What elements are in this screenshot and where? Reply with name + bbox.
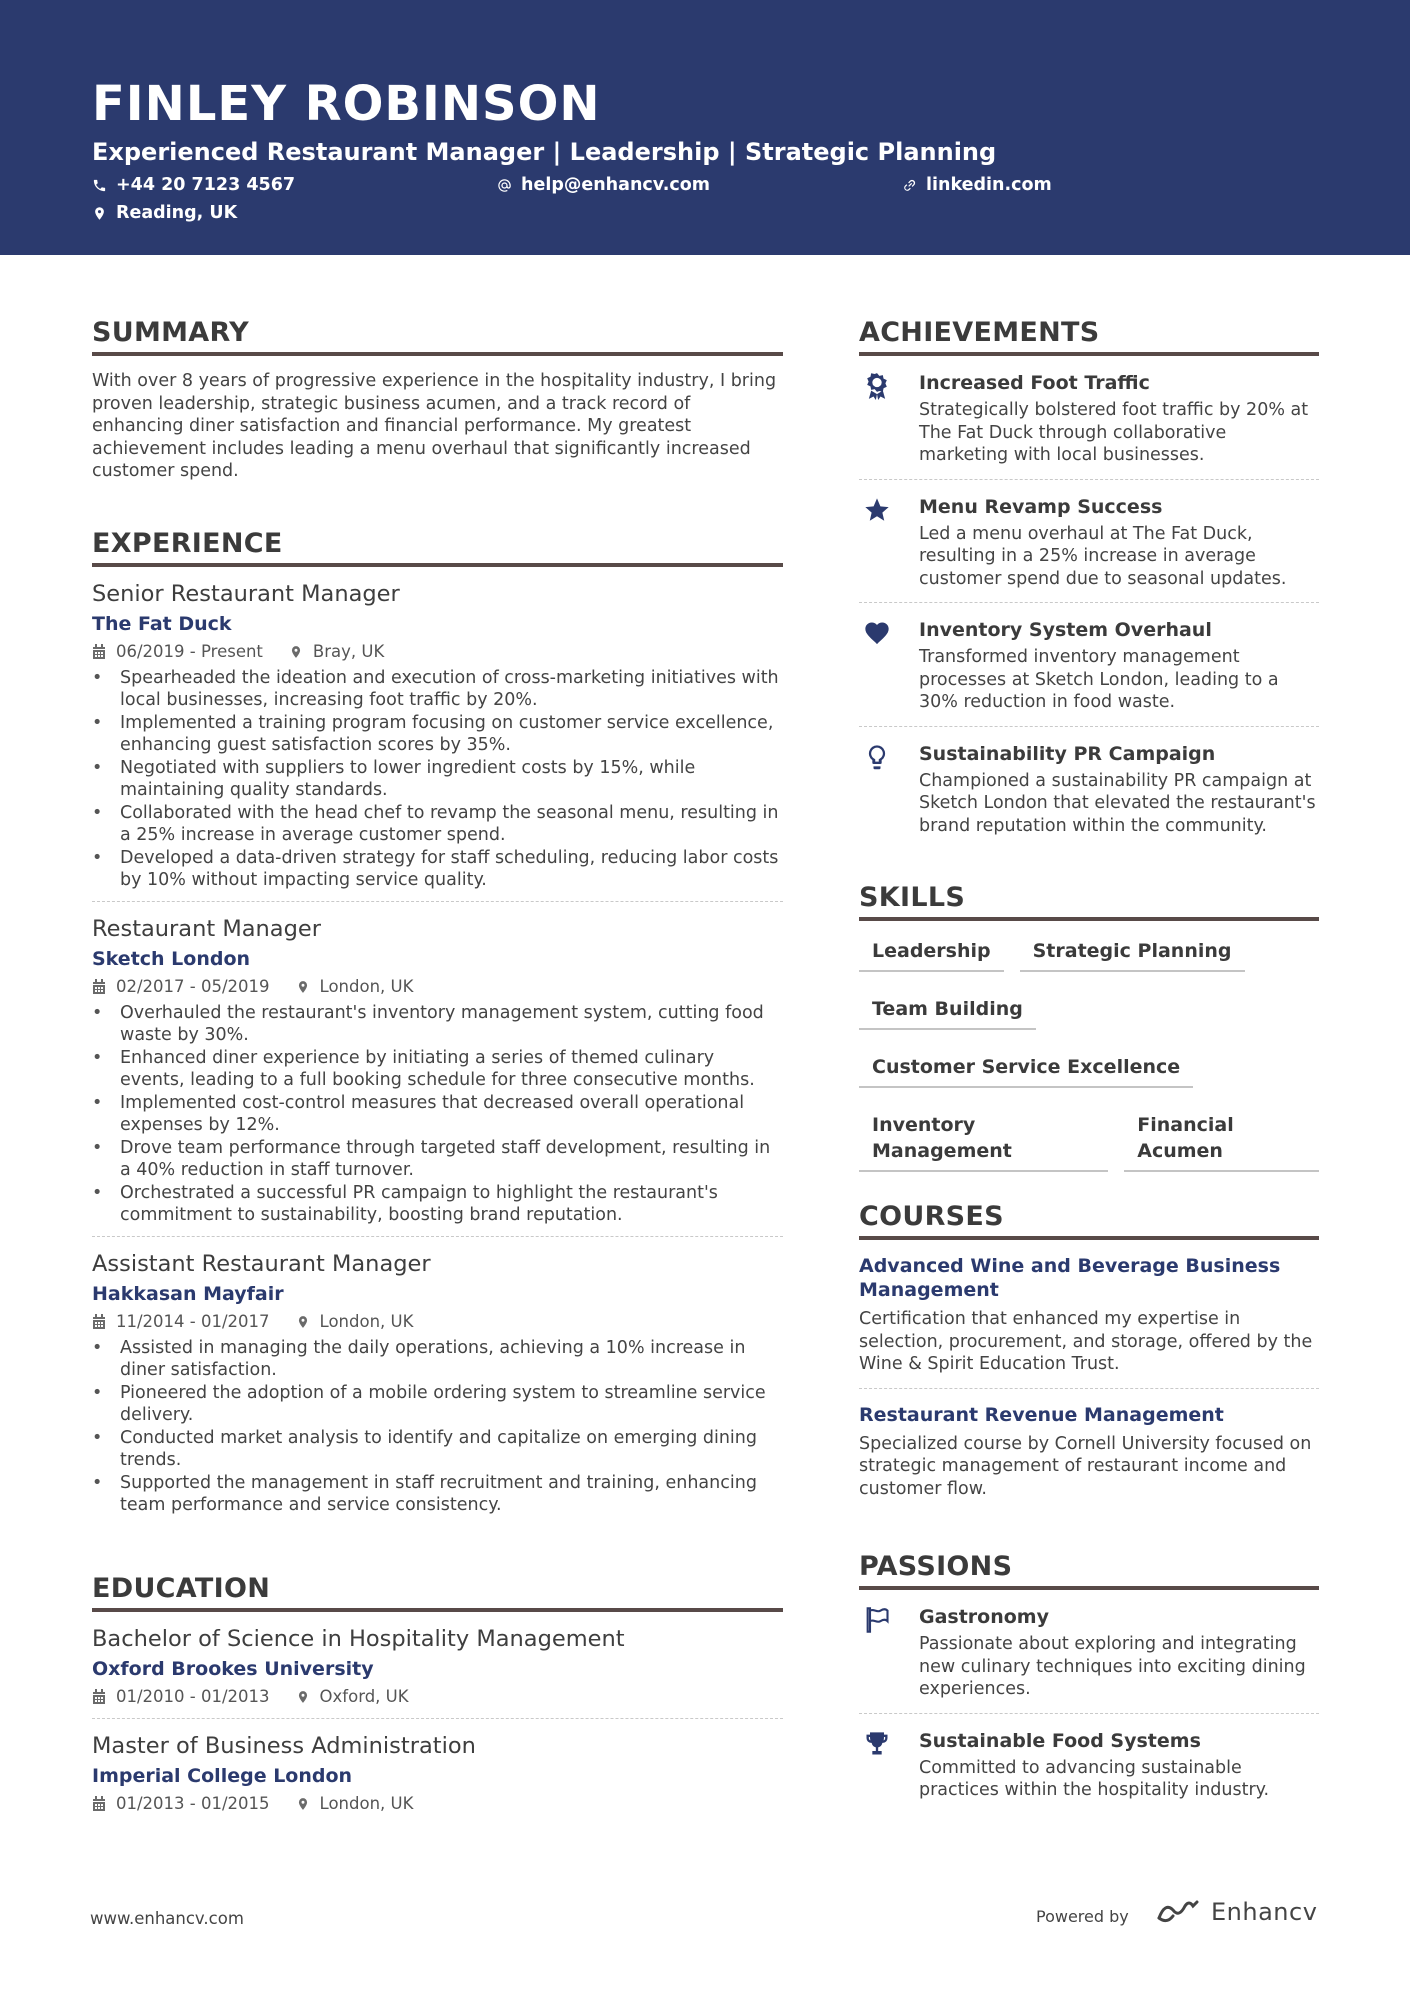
location-text: Reading, UK xyxy=(116,203,238,223)
bullet-item: • Negotiated with suppliers to lower ingredient costs by 15%, while maintaining quality standards. xyxy=(92,757,783,802)
bullet-item: • Pioneered the adoption of a mobile ordering system to streamline service delivery. xyxy=(92,1382,783,1427)
degree-title: Master of Business Administration xyxy=(92,1732,476,1759)
contact-email[interactable] xyxy=(497,173,710,197)
linkedin-text: linkedin.com xyxy=(926,175,1052,195)
education-entry xyxy=(92,1612,783,1719)
location-pin-icon xyxy=(289,644,303,660)
icon-wrap xyxy=(859,494,919,591)
phone-icon xyxy=(92,178,107,193)
entry-description: Transformed inventory management processes at Sketch London, leading to a 30% reduction in food waste. xyxy=(919,647,1279,712)
achievement-item xyxy=(859,356,1319,480)
award-icon xyxy=(863,372,891,400)
calendar-icon xyxy=(92,1689,106,1705)
date-range xyxy=(92,1792,270,1816)
course-description: Certification that enhanced my expertise in selection, procurement, and storage, offered by the Wine & Spirit Education Trust. xyxy=(859,1309,1313,1374)
skill-tag: Financial Acumen xyxy=(1124,1107,1319,1172)
location-pin-icon xyxy=(296,979,310,995)
course-title[interactable]: Advanced Wine and Beverage Business Management xyxy=(859,1255,1281,1301)
at-icon xyxy=(497,178,512,193)
entry-body xyxy=(919,1604,1319,1701)
entry-description: Passionate about exploring and integrating new culinary techniques into exciting dining experiences. xyxy=(919,1634,1306,1699)
entry-title: Sustainable Food Systems xyxy=(919,1729,1201,1752)
achievement-item xyxy=(859,727,1319,850)
education-entry xyxy=(92,1719,783,1825)
skill-tag: Inventory Management xyxy=(859,1107,1108,1172)
bullet-item: • Assisted in managing the daily operations, achieving a 10% increase in diner satisfaction. xyxy=(92,1337,783,1382)
course-entry xyxy=(859,1389,1319,1513)
skill-row xyxy=(859,991,1319,1030)
section-title: EXPERIENCE xyxy=(92,527,783,567)
calendar-icon xyxy=(92,979,106,995)
location xyxy=(296,975,414,999)
date-location-row xyxy=(92,1310,783,1334)
icon-wrap xyxy=(859,370,919,467)
achievement-bullets xyxy=(92,1337,783,1517)
contact-location xyxy=(92,201,237,225)
date-range xyxy=(92,1310,270,1334)
bullet-item: • Orchestrated a successful PR campaign to highlight the restaurant's commitment to sustainability, boosting brand reputation. xyxy=(92,1182,783,1227)
footer-website[interactable]: www.enhancv.com xyxy=(90,1909,244,1928)
education-list xyxy=(92,1612,783,1825)
resume-header xyxy=(0,0,1410,255)
school-name[interactable]: Oxford Brookes University xyxy=(92,1657,374,1680)
location-text: London, UK xyxy=(319,976,414,996)
achievement-item xyxy=(859,480,1319,604)
bullet-item: • Implemented a training program focusing on customer service excellence, enhancing guest satisfaction scores by 35%. xyxy=(92,712,783,757)
heart-icon xyxy=(863,619,891,647)
date-text: 01/2010 - 01/2013 xyxy=(116,1686,270,1706)
location xyxy=(296,1310,414,1334)
entry-title: Gastronomy xyxy=(919,1606,1049,1628)
enhancv-brand-text: Enhancv xyxy=(1211,1898,1318,1926)
company-name[interactable]: Sketch London xyxy=(92,947,251,970)
summary-text: With over 8 years of progressive experience in the hospitality industry, I bring proven leadership, strategic business acumen, and a track record of enhancing diner satisfaction and financial performance. My greatest achievement includes leading a menu overhaul that significantly increased customer spend. xyxy=(92,371,777,481)
location-pin-icon xyxy=(296,1314,310,1330)
footer-powered-by: Powered by xyxy=(1036,1907,1129,1926)
location xyxy=(296,1685,409,1709)
entry-body xyxy=(919,1728,1319,1802)
bullet-item: • Conducted market analysis to identify and capitalize on emerging dining trends. xyxy=(92,1427,783,1472)
job-title: Assistant Restaurant Manager xyxy=(92,1250,431,1277)
experience-entry xyxy=(92,567,783,902)
section-title: SUMMARY xyxy=(92,316,783,356)
entry-description: Committed to advancing sustainable practices within the hospitality industry. xyxy=(919,1757,1270,1800)
entry-body xyxy=(919,617,1319,714)
achievements-list xyxy=(859,356,1319,849)
courses-list xyxy=(859,1240,1319,1512)
bullet-item: • Collaborated with the head chef to revamp the seasonal menu, resulting in a 25% increase in average customer spend. xyxy=(92,802,783,847)
achievements-section xyxy=(859,316,1319,849)
icon-wrap xyxy=(859,1604,919,1701)
experience-entry xyxy=(92,1237,783,1526)
school-name[interactable]: Imperial College London xyxy=(92,1764,353,1787)
skill-tag: Customer Service Excellence xyxy=(859,1049,1193,1088)
star-icon xyxy=(863,496,891,524)
icon-wrap xyxy=(859,741,919,838)
skill-row xyxy=(859,933,1319,972)
icon-wrap xyxy=(859,617,919,714)
location-text: London, UK xyxy=(319,1311,414,1331)
company-name[interactable]: Hakkasan Mayfair xyxy=(92,1282,284,1305)
courses-section xyxy=(859,1200,1319,1512)
calendar-icon xyxy=(92,1314,106,1330)
education-section xyxy=(92,1572,783,1825)
date-text: 01/2013 - 01/2015 xyxy=(116,1793,270,1813)
date-range xyxy=(92,975,270,999)
enhancv-logo[interactable] xyxy=(1155,1898,1317,1926)
experience-entry xyxy=(92,902,783,1237)
bullet-item: • Supported the management in staff recruitment and training, enhancing team performance and service consistency. xyxy=(92,1472,783,1517)
trophy-icon xyxy=(863,1730,891,1758)
enhancv-logo-icon xyxy=(1155,1898,1201,1926)
location-pin-icon xyxy=(92,206,107,221)
experience-section xyxy=(92,527,783,1526)
skill-row xyxy=(859,1049,1319,1088)
passions-section xyxy=(859,1550,1319,1814)
degree-title: Bachelor of Science in Hospitality Management xyxy=(92,1625,625,1652)
entry-title: Inventory System Overhaul xyxy=(919,619,1212,641)
skill-tag: Strategic Planning xyxy=(1020,933,1245,972)
date-range xyxy=(92,640,263,664)
entry-description: Strategically bolstered foot traffic by 20% at The Fat Duck through collaborative marketing with local businesses. xyxy=(919,400,1309,465)
calendar-icon xyxy=(92,1796,106,1812)
skill-row xyxy=(859,1107,1319,1172)
section-title: COURSES xyxy=(859,1200,1319,1240)
location xyxy=(296,1792,414,1816)
achievement-bullets xyxy=(92,1002,783,1227)
entry-title: Menu Revamp Success xyxy=(919,495,1163,518)
date-location-row xyxy=(92,975,783,999)
link-icon xyxy=(902,178,917,193)
passion-item xyxy=(859,1590,1319,1714)
entry-description: Championed a sustainability PR campaign at Sketch London that elevated the restaurant's brand reputation within the community. xyxy=(919,770,1316,836)
right-column xyxy=(859,316,1319,1814)
bullet-item: • Overhauled the restaurant's inventory management system, cutting food waste by 30%. xyxy=(92,1002,783,1047)
section-title: ACHIEVEMENTS xyxy=(859,316,1319,356)
entry-body xyxy=(919,494,1319,591)
skills-list xyxy=(859,933,1319,1172)
date-range xyxy=(92,1685,270,1709)
lightbulb-icon xyxy=(863,743,891,771)
contact-linkedin[interactable] xyxy=(902,173,1052,197)
entry-title: Increased Foot Traffic xyxy=(919,372,1150,394)
location xyxy=(289,640,384,664)
location-text: London, UK xyxy=(319,1793,414,1813)
company-name[interactable]: The Fat Duck xyxy=(92,612,232,635)
email-text: help@enhancv.com xyxy=(521,175,711,195)
date-text: 11/2014 - 01/2017 xyxy=(116,1311,270,1331)
date-location-row xyxy=(92,1792,783,1816)
phone-text: +44 20 7123 4567 xyxy=(116,175,296,195)
candidate-name: FINLEY ROBINSON xyxy=(92,76,601,132)
passion-item xyxy=(859,1714,1319,1814)
achievement-bullets xyxy=(92,667,783,892)
date-location-row xyxy=(92,1685,783,1709)
entry-description: Led a menu overhaul at The Fat Duck, resulting in a 25% increase in average customer spend due to seasonal updates. xyxy=(919,523,1287,589)
left-column xyxy=(92,316,783,1825)
course-entry xyxy=(859,1240,1319,1389)
entry-body xyxy=(919,370,1319,467)
course-title[interactable]: Restaurant Revenue Management xyxy=(859,1403,1224,1426)
bullet-item: • Implemented cost-control measures that decreased overall operational expenses by 12%. xyxy=(92,1092,783,1137)
date-text: 02/2017 - 05/2019 xyxy=(116,976,270,996)
section-title: PASSIONS xyxy=(859,1550,1319,1590)
flag-icon xyxy=(863,1606,891,1634)
location-pin-icon xyxy=(296,1689,310,1705)
date-text: 06/2019 - Present xyxy=(116,641,263,661)
section-title: EDUCATION xyxy=(92,1572,783,1612)
date-location-row xyxy=(92,640,783,664)
job-title: Restaurant Manager xyxy=(92,915,321,942)
entry-title: Sustainability PR Campaign xyxy=(919,742,1216,765)
location-text: Oxford, UK xyxy=(319,1686,409,1706)
bullet-item: • Developed a data-driven strategy for staff scheduling, reducing labor costs by 10% without impacting service quality. xyxy=(92,847,783,892)
contact-phone[interactable] xyxy=(92,173,295,197)
skill-tag: Leadership xyxy=(859,933,1004,972)
bullet-item: • Spearheaded the ideation and execution of cross-marketing initiatives with local businesses, increasing foot traffic by 20%. xyxy=(92,667,783,712)
candidate-headline: Experienced Restaurant Manager | Leadership | Strategic Planning xyxy=(92,138,997,166)
experience-list xyxy=(92,567,783,1526)
location-text: Bray, UK xyxy=(312,641,385,661)
calendar-icon xyxy=(92,644,106,660)
summary-section xyxy=(92,316,783,483)
job-title: Senior Restaurant Manager xyxy=(92,580,400,607)
skills-section xyxy=(859,881,1319,1172)
skill-tag: Team Building xyxy=(859,991,1036,1030)
bullet-item: • Drove team performance through targeted staff development, resulting in a 40% reduction in staff turnover. xyxy=(92,1137,783,1182)
section-title: SKILLS xyxy=(859,881,1319,921)
passions-list xyxy=(859,1590,1319,1814)
bullet-item: • Enhanced diner experience by initiating a series of themed culinary events, leading to a full booking schedule for three consecutive months. xyxy=(92,1047,783,1092)
location-pin-icon xyxy=(296,1796,310,1812)
entry-body xyxy=(919,741,1319,838)
achievement-item xyxy=(859,603,1319,727)
course-description: Specialized course by Cornell University focused on strategic management of restaurant income and customer flow. xyxy=(859,1433,1312,1499)
icon-wrap xyxy=(859,1728,919,1802)
